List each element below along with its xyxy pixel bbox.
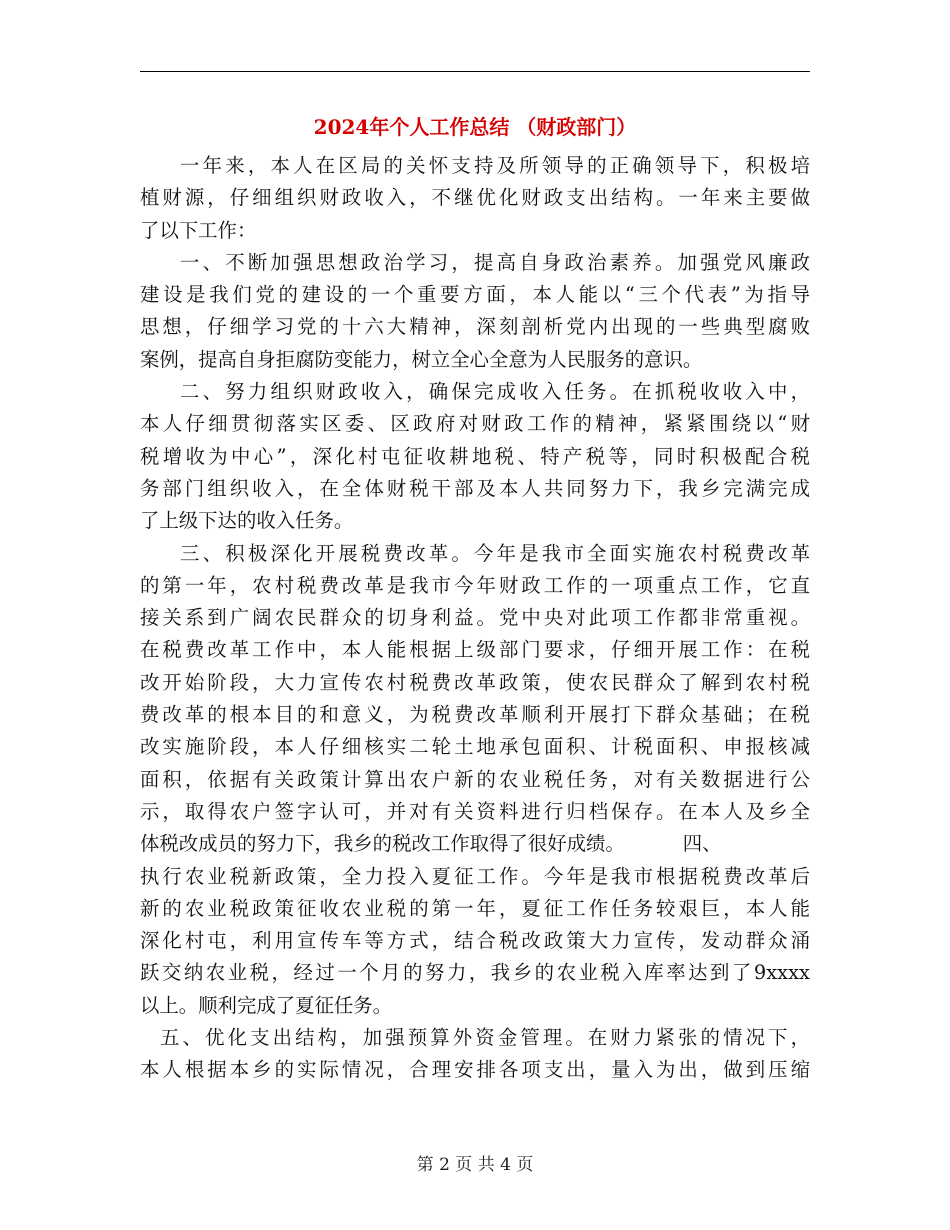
paragraph-4-line-7: 改实施阶段，本人仔细核实二轮土地承包面积、计税面积、申报核减 <box>140 735 810 759</box>
paragraph-5-line-1: 执行农业税新政策，全力投入夏征工作。今年是我市根据税费改革后 <box>140 864 810 888</box>
paragraph-5-heading-number: 四、 <box>682 832 722 856</box>
paragraph-6-line-1: 五、优化支出结构，加强预算外资金管理。在财力紧张的情况下， <box>160 1026 810 1050</box>
paragraph-4-line-3: 接关系到广阔农民群众的切身利益。党中央对此项工作都非常重视。 <box>140 606 810 630</box>
paragraph-3-line-5: 了上级下达的收入任务。 <box>140 509 354 533</box>
paragraph-4-line-6: 费改革的根本目的和意义，为税费改革顺利开展打下群众基础；在税 <box>140 703 810 727</box>
paragraph-4-line-1: 三、积极深化开展税费改革。今年是我市全面实施农村税费改革 <box>180 541 810 565</box>
paragraph-5-line-2: 新的农业税政策征收农业税的第一年，夏征工作任务较艰巨，本人能 <box>140 896 810 920</box>
paragraph-5-line-4: 跃交纳农业税，经过一个月的努力，我乡的农业税入库率达到了9xxxx <box>140 961 810 985</box>
paragraph-3-line-1: 二、努力组织财政收入，确保完成收入任务。在抓税收收入中， <box>180 380 810 404</box>
paragraph-3-line-3: 税增收为中心”，深化村屯征收耕地税、特产税等，同时积极配合税 <box>140 444 810 468</box>
paragraph-4-line-8: 面积，依据有关政策计算出农户新的农业税任务，对有关数据进行公 <box>140 767 810 791</box>
document-body <box>140 150 810 1087</box>
paragraph-4-line-10 <box>140 828 810 860</box>
paragraph-5-line-3: 深化村屯，利用宣传车等方式，结合税改政策大力宣传，发动群众涌 <box>140 929 810 953</box>
paragraph-2-line-4: 案例，提高自身拒腐防变能力，树立全心全意为人民服务的意识。 <box>140 347 703 371</box>
document-title: 2024年个人工作总结 （财政部门） <box>313 115 637 139</box>
paragraph-2-line-2: 建设是我们党的建设的一个重要方面，本人能以“三个代表”为指导 <box>140 283 810 307</box>
paragraph-2-line-1: 一、不断加强思想政治学习，提高自身政治素养。加强党风廉政 <box>180 250 810 274</box>
paragraph-4-line-5: 改开始阶段，大力宣传农村税费改革政策，使农民群众了解到农村税 <box>140 670 810 694</box>
paragraph-6-line-2: 本人根据本乡的实际情况，合理安排各项支出，量入为出，做到压缩 <box>140 1058 810 1082</box>
paragraph-1-line-1: 一年来，本人在区局的关怀支持及所领导的正确领导下，积极培 <box>180 154 810 177</box>
page-number-footer: 第 2 页 共 4 页 <box>416 1155 534 1175</box>
paragraph-1-line-3: 了以下工作： <box>140 218 257 242</box>
paragraph-3-line-2: 本人仔细贯彻落实区委、区政府对财政工作的精神，紧紧围绕以“财 <box>140 412 810 436</box>
paragraph-4-line-4: 在税费改革工作中，本人能根据上级部门要求，仔细开展工作：在税 <box>140 638 810 662</box>
paragraph-4-line-2: 的第一年，农村税费改革是我市今年财政工作的一项重点工作，它直 <box>140 573 810 597</box>
paragraph-3-line-4: 务部门组织收入，在全体财税干部及本人共同努力下，我乡完满完成 <box>140 476 810 500</box>
paragraph-2-line-3: 思想，仔细学习党的十六大精神，深刻剖析党内出现的一些典型腐败 <box>140 315 810 339</box>
paragraph-1-line-2: 植财源，仔细组织财政收入，不继优化财政支出结构。一年来主要做 <box>140 186 810 210</box>
paragraph-4-line-10-text: 体税改成员的努力下，我乡的税改工作取得了很好成绩。 <box>140 832 625 856</box>
paragraph-5-line-5: 以上。顺利完成了夏征任务。 <box>140 993 393 1017</box>
paragraph-4-line-9: 示，取得农户签字认可，并对有关资料进行归档保存。在本人及乡全 <box>140 799 810 823</box>
header-rule <box>140 71 810 72</box>
